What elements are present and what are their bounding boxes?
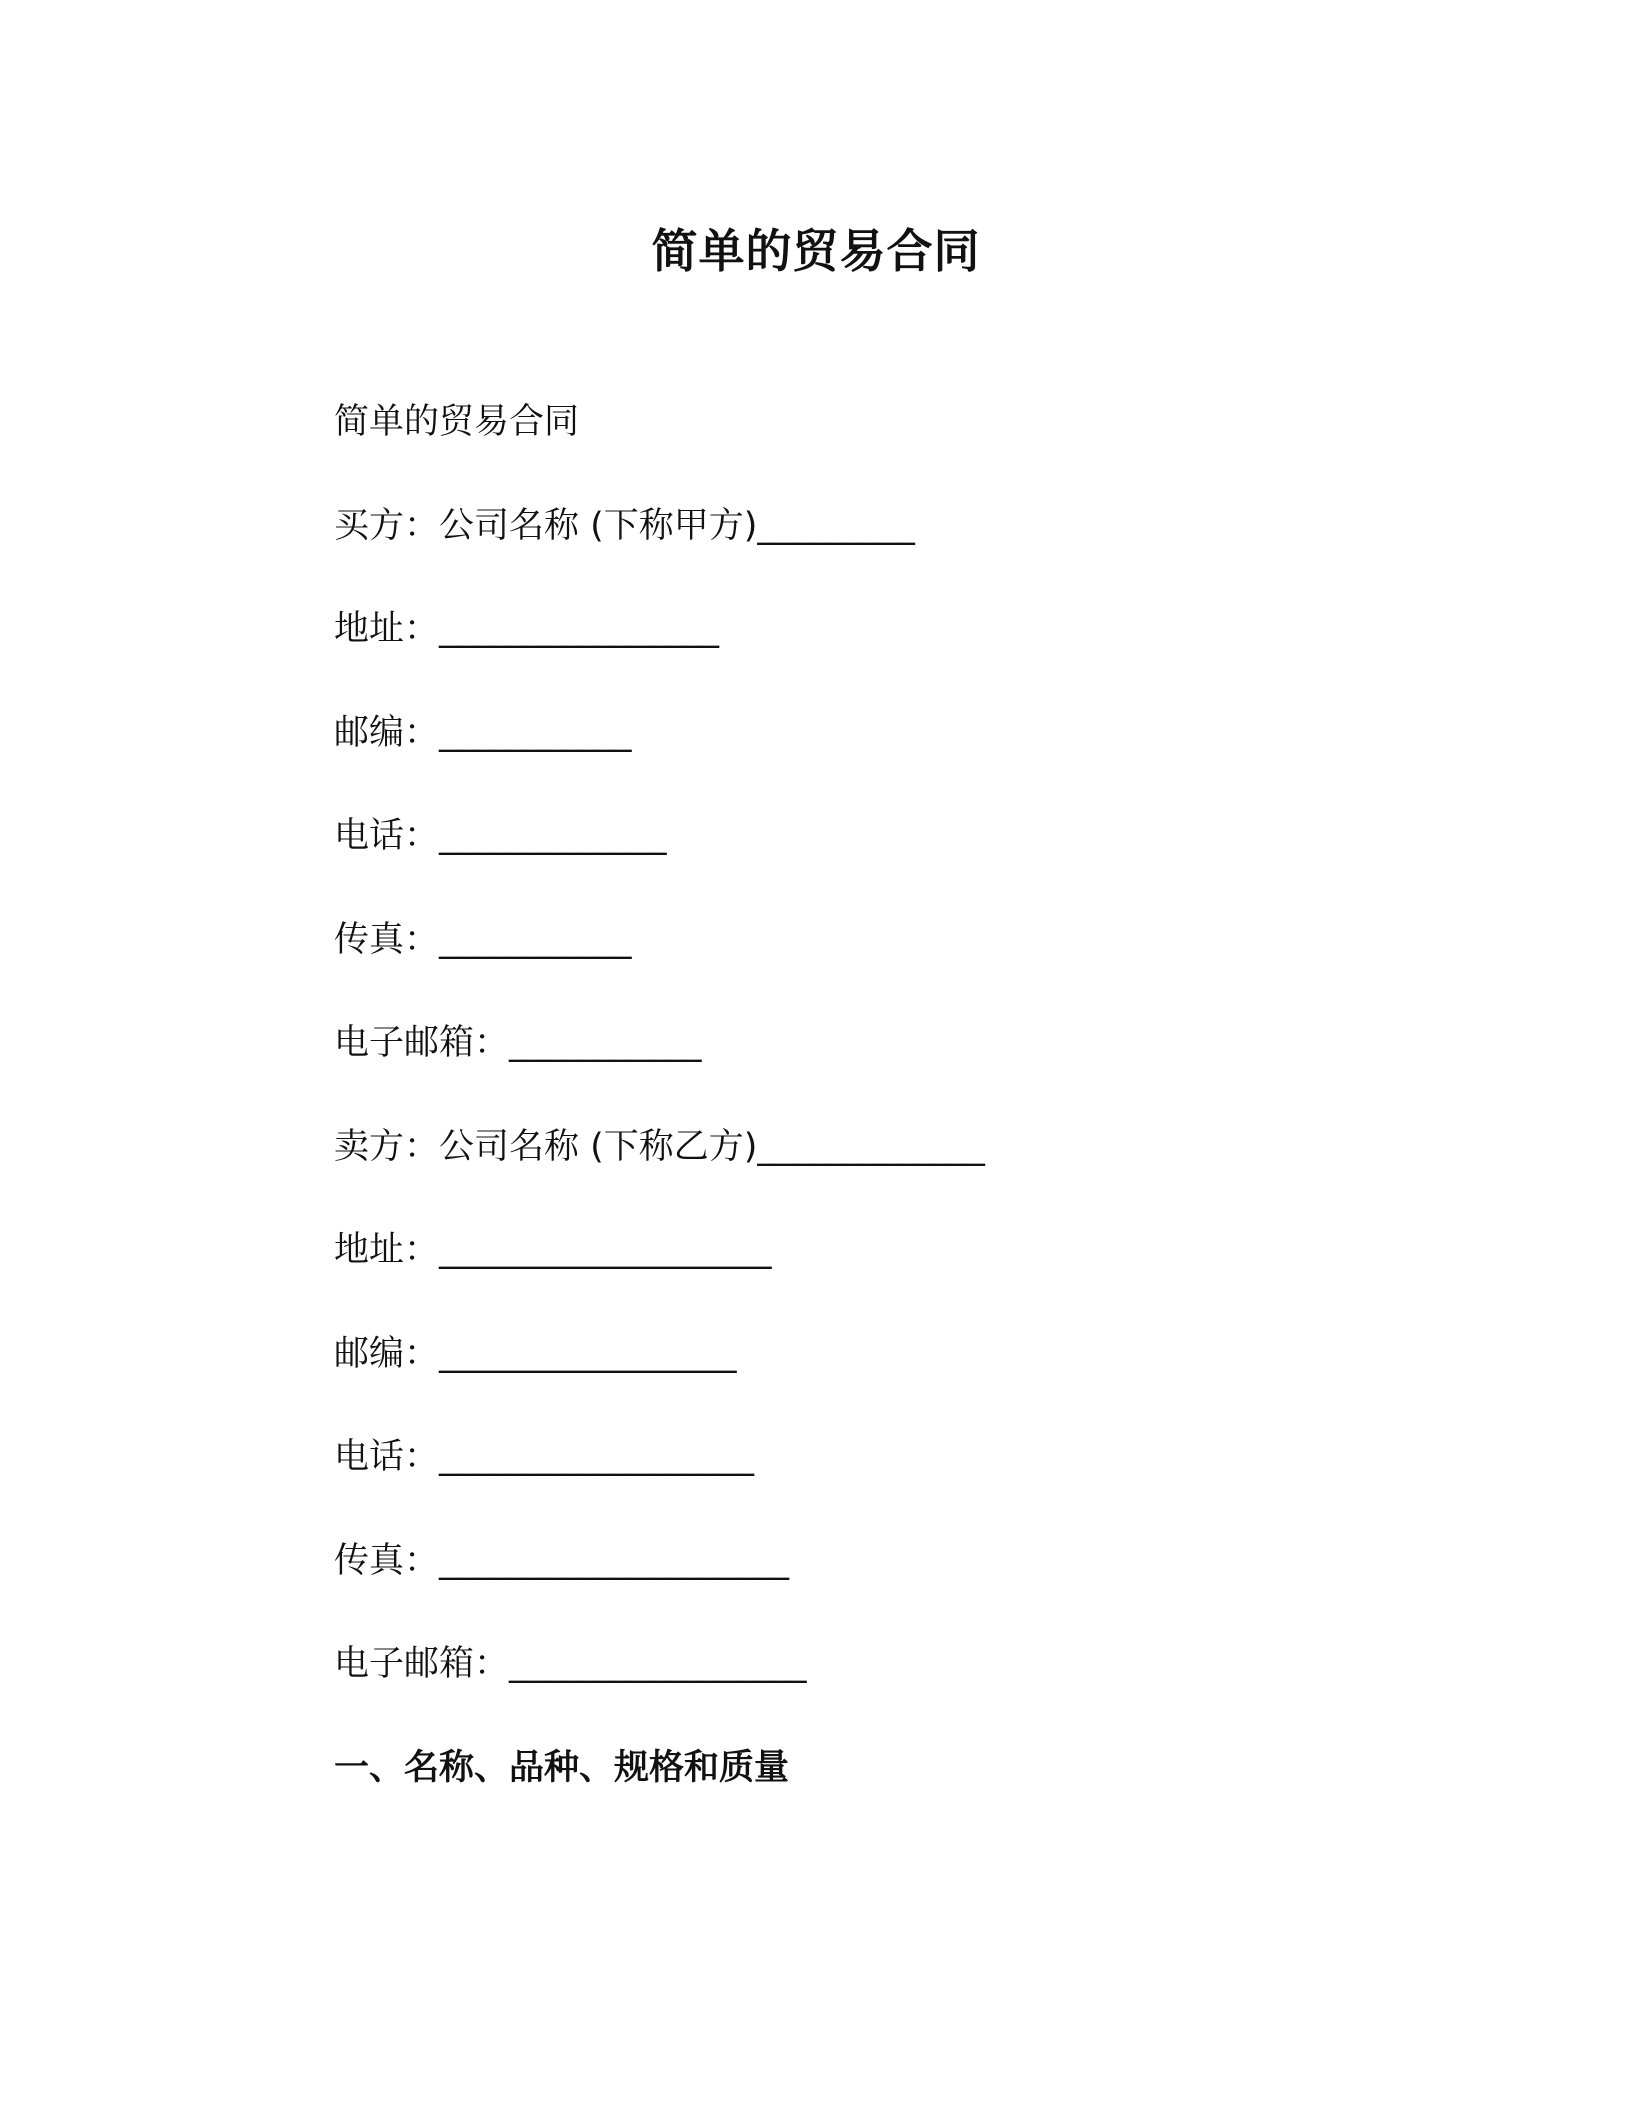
document-title: 简单的贸易合同 [651,224,981,278]
seller-company-line: 卖方：公司名称 (下称乙方)_____________ [334,1126,985,1167]
seller-fax-line: 传真：____________________ [334,1540,790,1581]
buyer-postcode-line: 邮编：___________ [334,712,632,753]
buyer-address-line: 地址：________________ [334,609,720,649]
seller-email-line: 电子邮箱：_________________ [334,1644,807,1684]
buyer-email-line: 电子邮箱：___________ [334,1023,702,1063]
seller-postcode-line: 邮编：_________________ [334,1333,737,1374]
buyer-phone-line: 电话：_____________ [334,816,667,856]
buyer-fax-line: 传真：___________ [334,919,632,960]
seller-phone-line: 电话：__________________ [334,1437,755,1477]
section-heading-1: 一、名称、品种、规格和质量 [334,1747,790,1788]
contract-subtitle: 简单的贸易合同 [334,402,580,442]
buyer-company-line: 买方：公司名称 (下称甲方)_________ [334,505,915,546]
seller-address-line: 地址：___________________ [334,1230,772,1270]
contract-body [334,390,1334,1839]
